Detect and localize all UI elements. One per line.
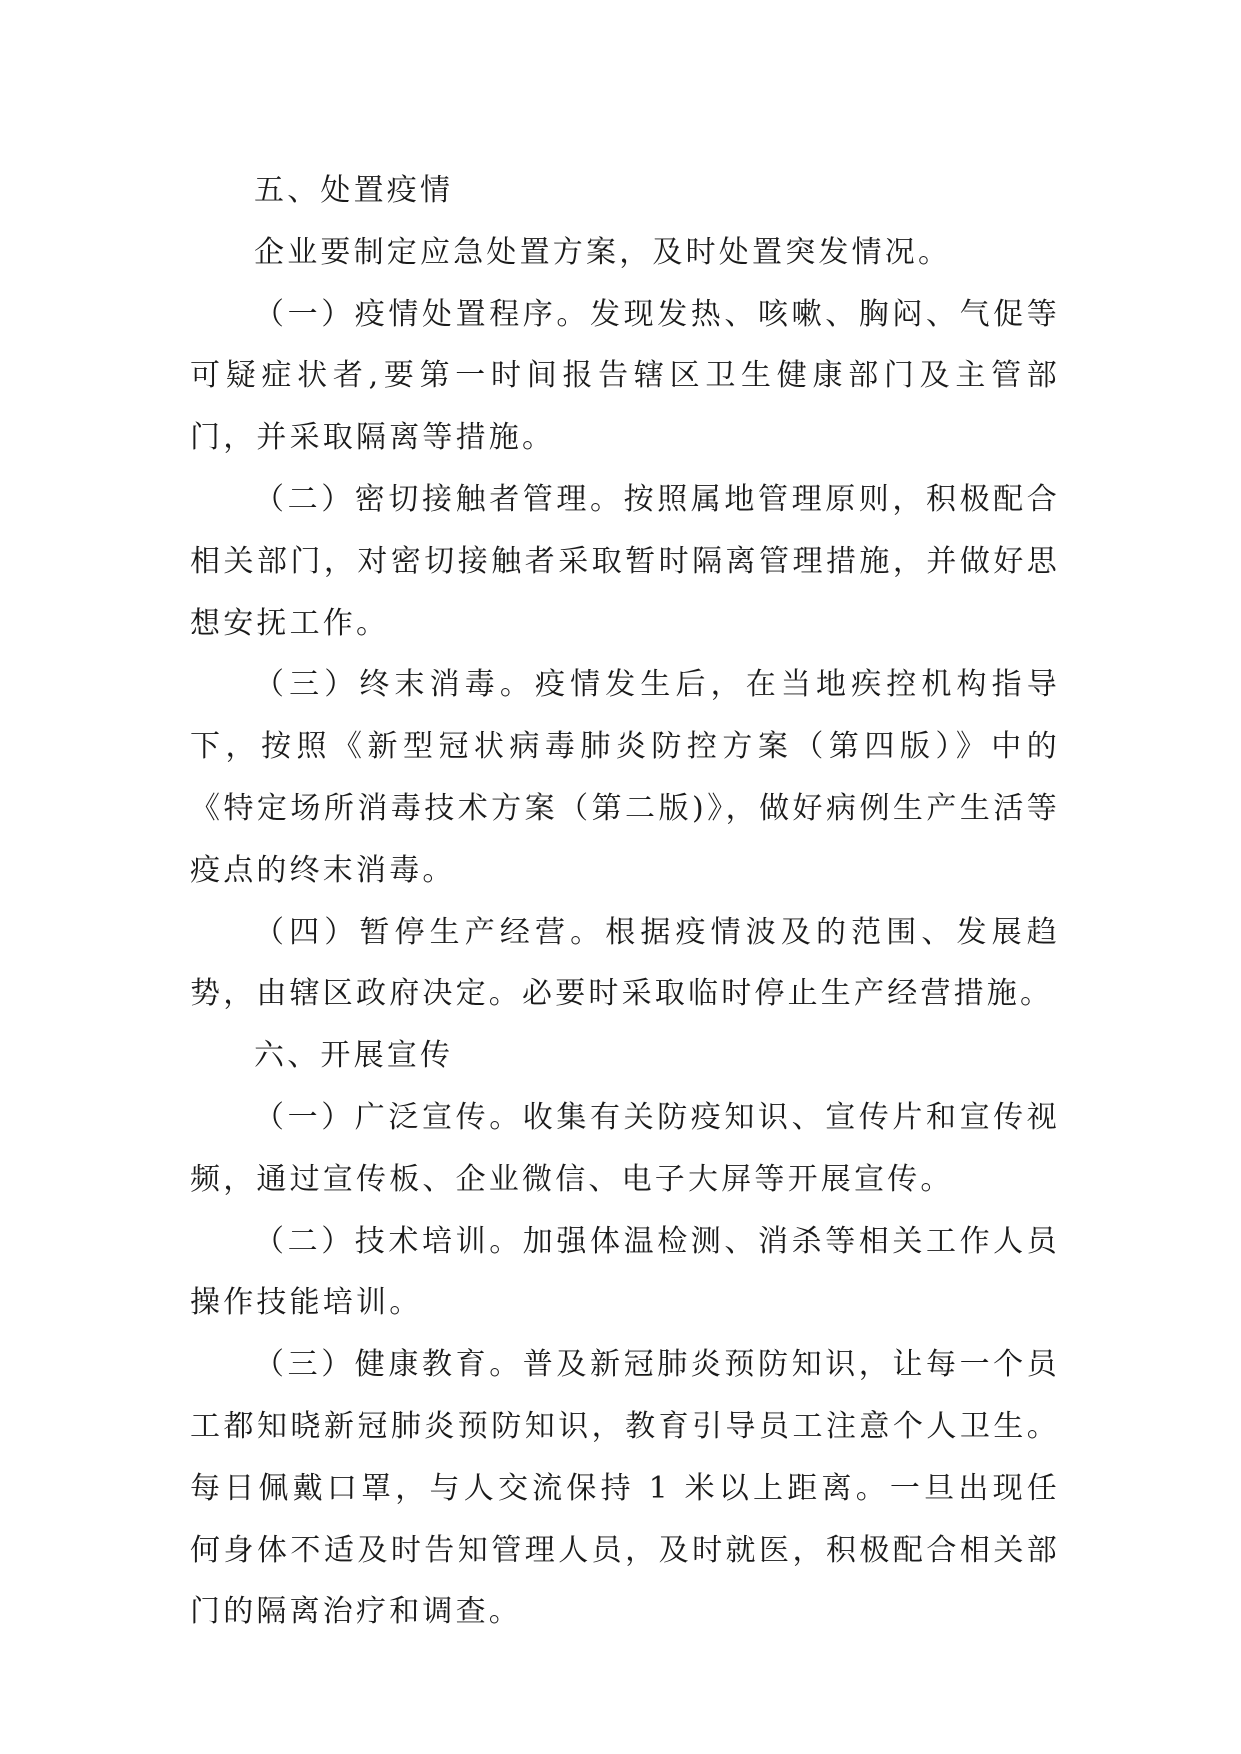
document-body xyxy=(190,160,1060,1643)
paragraph-suspend-production: （四）暂停生产经营。根据疫情波及的范围、发展趋势，由辖区政府决定。必要时采取临时停止生产经营措施。 xyxy=(190,914,1060,1012)
paragraph-health-education: （三）健康教育。普及新冠肺炎预防知识，让每一个员工都知晓新冠肺炎预防知识，教育引导员工注意个人卫生。每日佩戴口罩，与人交流保持 1 米以上距离。一旦出现任何身体不适及时告知管理人员，及时就医，积极配合相关部门的隔离治疗和调查。 xyxy=(190,1347,1060,1630)
paragraph-close-contact: （二）密切接触者管理。按照属地管理原则，积极配合相关部门，对密切接触者采取暂时隔离管理措施，并做好思想安抚工作。 xyxy=(190,481,1060,641)
section-heading-5: 五、处置疫情 xyxy=(254,173,454,208)
paragraph-training: （二）技术培训。加强体温检测、消杀等相关工作人员操作技能培训。 xyxy=(190,1223,1060,1321)
paragraph-disinfection: （三）终末消毒。疫情发生后，在当地疾控机构指导下，按照《新型冠状病毒肺炎防控方案（第四版）》中的《特定场所消毒技术方案（第二版)》，做好病例生产生活等疫点的终末消毒。 xyxy=(190,667,1060,888)
paragraph-procedure: （一）疫情处置程序。发现发热、咳嗽、胸闷、气促等可疑症状者,要第一时间报告辖区卫生健康部门及主管部门，并采取隔离等措施。 xyxy=(190,296,1060,456)
paragraph-publicity: （一）广泛宣传。收集有关防疫知识、宣传片和宣传视频，通过宣传板、企业微信、电子大屏等开展宣传。 xyxy=(190,1099,1060,1197)
section-heading-6: 六、开展宣传 xyxy=(254,1038,454,1074)
paragraph-intro: 企业要制定应急处置方案，及时处置突发情况。 xyxy=(254,234,952,270)
